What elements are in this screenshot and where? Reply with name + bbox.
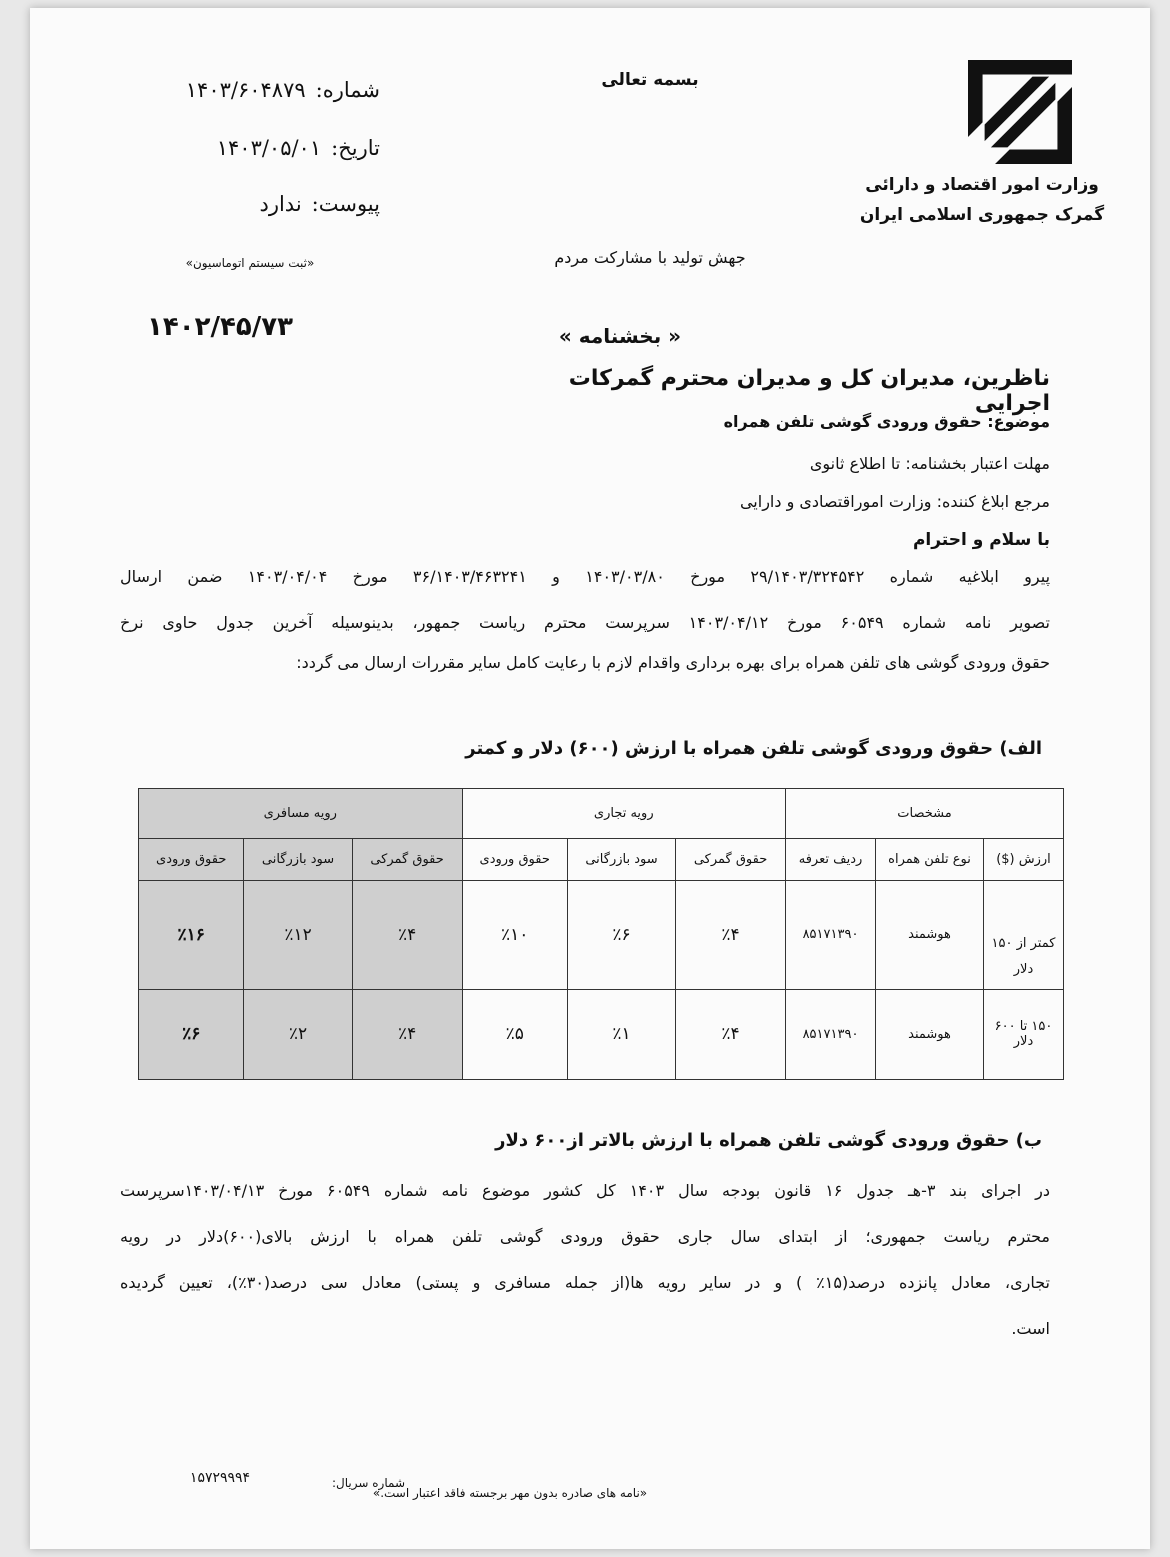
col-com-customs: حقوق گمرکی [676,839,786,881]
reference: مرجع ابلاغ کننده: وزارت اموراقتصادی و دارایی [739,492,1050,511]
tariff-table [138,788,1064,1080]
date-value: ۱۴۰۳/۰۵/۰۱ [216,136,322,160]
table-group-header [139,789,1064,839]
date-label: تاریخ: [331,136,380,160]
letter-attachment [120,192,380,216]
col-value: ارزش ($) [984,839,1064,881]
section-b-line-1: در اجرای بند ۳-هـ جدول ۱۶ قانون بودجه سال ۱۴۰۳ کل کشور موضوع نامه شماره ۶۰۵۴۹ مورخ ۱۴۰۳/۰۴/۱۳سرپرست [120,1181,1051,1200]
group-commercial: رویه تجاری [462,789,785,839]
col-pas-profit: سود بازرگانی [244,839,352,881]
col-com-import: حقوق ورودی [462,839,567,881]
cell-pas-import: ٪۱۶ [139,881,244,989]
intro-line-3: حقوق ورودی گوشی های تلفن همراه برای بهره برداری واقدام لازم با رعایت کامل سایر مقررات ارسال می گردد: [296,653,1050,672]
col-pas-customs: حقوق گمرکی [352,839,462,881]
letter-date [120,136,380,160]
cell-pas-import: ٪۶ [139,989,244,1079]
basmala: بسمه تعالی [601,70,699,90]
document-sheet [30,8,1150,1549]
ministry-line-2: گمرک جمهوری اسلامی ایران [859,205,1105,225]
attachment-label: پیوست: [311,192,380,216]
section-b-line-3: تجاری، معادل پانزده درصد(۱۵٪ ) و در سایر رویه ها(از جمله مسافری و پستی) معادل سی درصد(۳۰٪)، تعیین گردیده [120,1273,1050,1292]
cell-phone-type: هوشمند [876,989,984,1079]
ministry-line-1: وزارت امور اقتصاد و دارائی [865,175,1099,195]
validity: مهلت اعتبار بخشنامه: تا اطلاع ثانوی [809,454,1050,473]
slogan: جهش تولید با مشارکت مردم [554,248,746,267]
col-com-profit: سود بازرگانی [567,839,675,881]
circular-title: « بخشنامه » [558,324,682,348]
cell-tariff: ۸۵۱۷۱۳۹۰ [786,989,876,1079]
section-b-title: ب) حقوق ورودی گوشی تلفن همراه با ارزش بالاتر از۶۰۰ دلار [495,1130,1042,1151]
automation-stamp-note: «ثبت سیستم اتوماسیون» [185,256,315,270]
intro-line-1: پیرو ابلاغیه شماره ۲۹/۱۴۰۳/۳۲۴۵۴۲ مورخ ۱۴۰۳/۰۳/۸۰ و ۳۶/۱۴۰۳/۴۶۳۲۴۱ مورخ ۱۴۰۳/۰۴/۰۴ ضمن ارسال [120,567,1051,586]
section-a-title: الف) حقوق ورودی گوشی تلفن همراه با ارزش (۶۰۰) دلار و کمتر [465,738,1042,759]
letter-number [120,78,380,102]
intro-line-2: تصویر نامه شماره ۶۰۵۴۹ مورخ ۱۴۰۳/۰۴/۱۲ سرپرست محترم ریاست جمهور، بدینوسیله آخرین جدول حاوی نرخ [120,613,1051,632]
cell-com-import: ٪۵ [462,989,567,1079]
number-label: شماره: [315,78,380,102]
section-b-line-2: محترم ریاست جمهوری؛ از ابتدای سال جاری حقوق ورودی گوشی تلفن همراه با ارزش بالای(۶۰۰)دلار در رویه [120,1227,1050,1246]
cell-pas-profit: ٪۱۲ [244,881,352,989]
cell-com-customs: ٪۴ [676,989,786,1079]
cell-pas-customs: ٪۴ [352,989,462,1079]
cell-com-profit: ٪۶ [567,881,675,989]
cell-value-range: کمتر از ۱۵۰ دلار [984,881,1064,989]
addressee: ناظرین، مدیران کل و مدیران محترم گمرکات اجرایی [568,366,1050,416]
section-b-line-4: است. [1011,1319,1050,1338]
attachment-value: ندارد [259,192,302,216]
serial-label: شماره سریال: [332,1476,405,1490]
cell-com-customs: ٪۴ [676,881,786,989]
greeting: با سلام و احترام [912,530,1050,550]
cell-phone-type: هوشمند [876,881,984,989]
ministry-name [852,170,1112,230]
col-pas-import: حقوق ورودی [139,839,244,881]
serial-number: ۱۵۷۲۹۹۹۴ [189,1470,251,1486]
cell-pas-customs: ٪۴ [352,881,462,989]
cell-pas-profit: ٪۲ [244,989,352,1079]
col-phone-type: نوع تلفن همراه [876,839,984,881]
cell-value-range: ۱۵۰ تا ۶۰۰ دلار [984,989,1064,1079]
group-passenger: رویه مسافری [139,789,463,839]
cell-com-profit: ٪۱ [567,989,675,1079]
group-specs: مشخصات [786,789,1064,839]
table-row [139,881,1064,989]
subject: موضوع: حقوق ورودی گوشی تلفن همراه [723,412,1050,431]
number-value: ۱۴۰۳/۶۰۴۸۷۹ [185,78,306,102]
table-column-header [139,839,1064,881]
col-tariff: ردیف تعرفه [786,839,876,881]
cell-tariff: ۸۵۱۷۱۳۹۰ [786,881,876,989]
cell-com-import: ٪۱۰ [462,881,567,989]
table-row [139,989,1064,1079]
customs-logo-icon [968,60,1072,164]
circular-code: ۱۴۰۲/۴۵/۷۳ [147,312,293,342]
footer-note: «نامه های صادره بدون مهر برجسته فاقد اعتبار است.» [372,1486,648,1500]
